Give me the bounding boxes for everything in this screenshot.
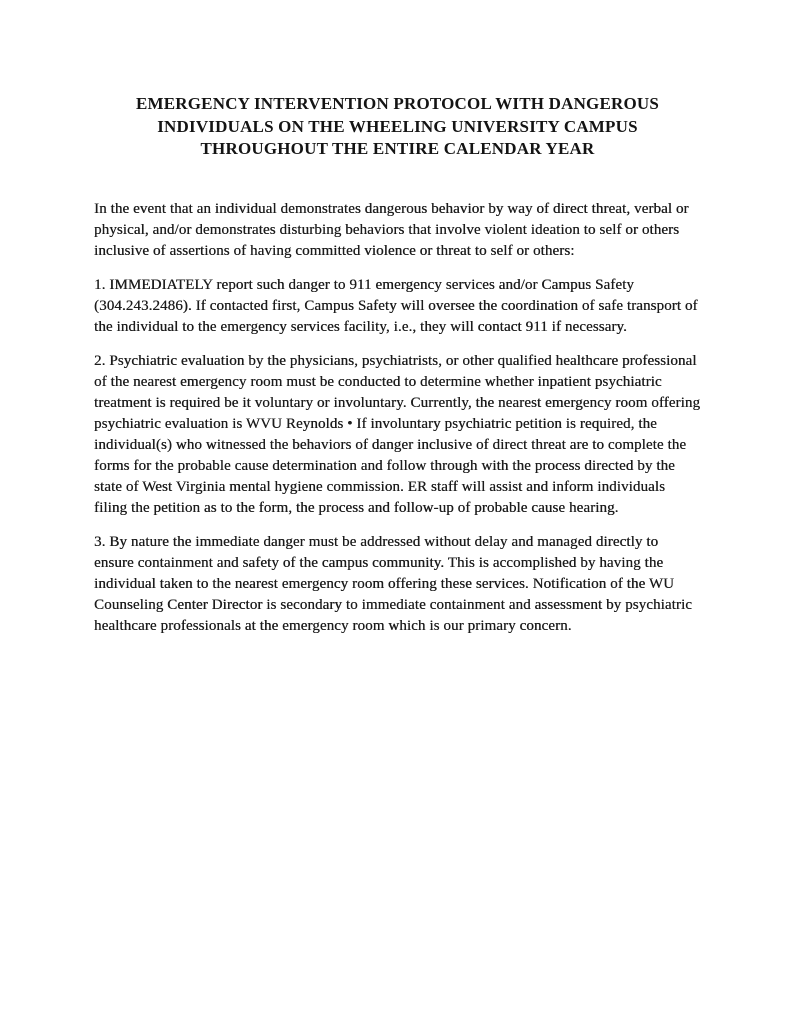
- document-title: [94, 93, 701, 161]
- protocol-step-2: 2. Psychiatric evaluation by the physicians, psychiatrists, or other qualified healthcare professional of the nearest emergency room must be conducted to determine whether inpatient psychiatric treatment is required be it voluntary or involuntary. Currently, the nearest emergency room offering psychiatric evaluation is WVU Reynolds • If involuntary psychiatric petition is required, the individual(s) who witnessed the behaviors of danger inclusive of direct threat are to complete the forms for the probable cause determination and follow through with the process directed by the state of West Virginia mental hygiene commission. ER staff will assist and inform individuals filing the petition as to the form, the process and follow-up of probable cause hearing.: [94, 352, 701, 516]
- title-line-2: INDIVIDUALS ON THE WHEELING UNIVERSITY CAMPUS: [157, 116, 638, 136]
- protocol-step-1: 1. IMMEDIATELY report such danger to 911 emergency services and/or Campus Safety (304.243.2486). If contacted first, Campus Safety will oversee the coordination of safe transport of the individual to the emergency services facility, i.e., they will contact 911 if necessary.: [94, 276, 698, 335]
- title-line-1: EMERGENCY INTERVENTION PROTOCOL WITH DANGEROUS: [135, 94, 660, 113]
- protocol-step-3: 3. By nature the immediate danger must be addressed without delay and managed directly to ensure containment and safety of the campus community. This is accomplished by having the individual taken to the nearest emergency room offering these services. Notification of the WU Counseling Center Director is secondary to immediate containment and assessment by psychiatric healthcare professionals at the emergency room which is our primary concern.: [94, 533, 692, 634]
- title-line-3: THROUGHOUT THE ENTIRE CALENDAR YEAR: [200, 139, 595, 158]
- intro-paragraph: In the event that an individual demonstrates dangerous behavior by way of direct threat, verbal or physical, and/or demonstrates disturbing behaviors that involve violent ideation to self or others inclusive of assertions of having committed violence or threat to self or others:: [94, 200, 689, 259]
